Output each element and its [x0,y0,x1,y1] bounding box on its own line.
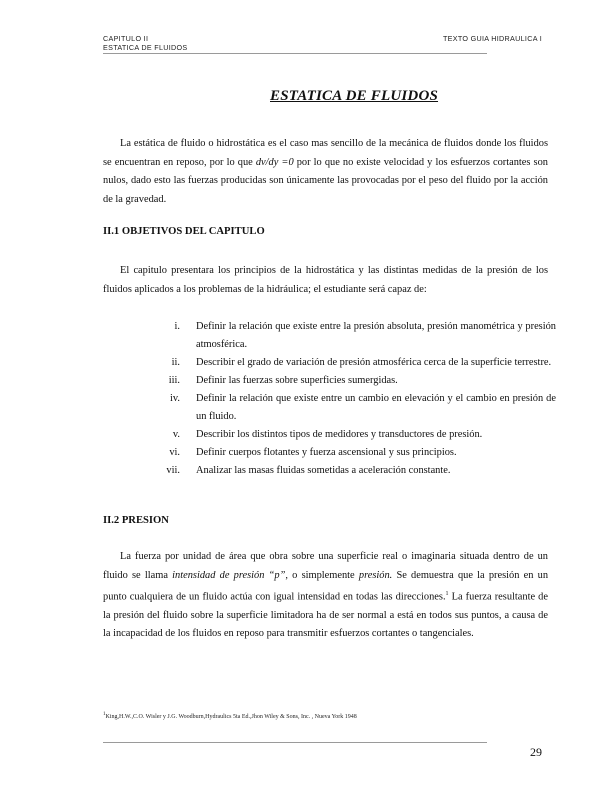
list-item-number: ii. [171,357,180,368]
list-item-text: Describir el grado de variación de presión atmosférica cerca de la superficie terrestre. [196,357,552,368]
header-section: ESTATICA DE FLUIDOS [103,43,188,52]
footer-rule [103,742,487,743]
pressure-text-c: Se demuestra que la presión en un punto cualquiera de un fluido actúa con igual intensidad en todas las direcciones. [103,569,549,603]
list-item-text: Describir los distintos tipos de medidores y transductores de presión. [196,429,483,440]
list-item-number: v. [172,429,180,440]
list-item-number: iv. [169,393,180,404]
page-title: ESTATICA DE FLUIDOS [270,88,439,104]
intro-text-a: La estática de fluido o hidrostática es el caso mas sencillo de la mecánica de fluidos donde los fluidos se encuentran en reposo, por lo que [103,138,548,168]
running-header-left [103,34,188,52]
list-item [150,318,556,354]
pressure-paragraph [103,548,548,644]
list-item-number: vii. [166,465,180,476]
list-item-number: i. [174,321,180,332]
list-item-text: Analizar las masas fluidas sometidas a aceleración constante. [196,465,451,476]
list-item [150,444,556,462]
footnote [103,712,357,720]
section-heading-objectives: II.1 OBJETIVOS DEL CAPITULO [103,226,265,237]
list-item-text: Definir las fuerzas sobre superficies sumergidas. [196,375,398,386]
pressure-text-a: La fuerza por unidad de área que obra sobre una superficie real o imaginaria situada dentro de un fluido se llama [103,551,548,581]
objectives-list [150,318,556,480]
objectives-intro-paragraph: El capitulo presentara los principios de la hidrostática y las distintas medidas de la presión de los fluidos aplicados a los problemas de la hidráulica; el estudiante será capaz de: [103,265,548,295]
list-item-text: Definir cuerpos flotantes y fuerza ascensional y sus principios. [196,447,457,458]
header-book-title: TEXTO GUIA HIDRAULICA I [442,34,542,43]
intro-paragraph [103,135,548,209]
list-item [150,462,556,480]
pressure-text-b: , o simplemente [285,569,359,581]
footnote-reference[interactable]: 1 [445,591,449,597]
list-item-text: Definir la relación que existe entre la presión absoluta, presión manométrica y presión atmosférica. [196,321,556,350]
list-item [150,372,556,390]
section-heading-pressure: II.2 PRESION [103,515,169,526]
footnote-mark: 1 [103,712,106,717]
list-item [150,426,556,444]
list-item-number: vi. [169,447,180,458]
header-rule [103,53,487,54]
header-chapter: CAPITULO II [103,34,149,43]
list-item-text: Definir la relación que existe entre un cambio en elevación y el cambio en presión de un fluido. [196,393,556,422]
intro-text-b: por lo que no existe velocidad y los esfuerzos cortantes son nulos, dado esto las fuerzas producidas son únicamente las provocadas por el peso del fluido por la acción de la gravedad. [103,156,548,205]
list-item [150,390,556,426]
term-pressure-intensity: intensidad de presión “p” [172,569,286,581]
footnote-text: King,H.W.,C.O. Wisler y J.G. Woodburn,Hydraulics 5ta Ed.,Jhon Wiley & Sons, Inc. , Nueva York 1948 [105,714,357,720]
list-item-number: iii. [168,375,180,386]
pressure-text-d: La fuerza resultante de la presión del fluido sobre la superficie limitadora ha de ser normal a está en todos sus puntos, a causa de la incapacidad de los fluidos en reposo para transmitir esfuerzos cortantes o tangenciales. [103,591,548,640]
list-item [150,354,556,372]
page-number: 29 [530,745,542,759]
velocity-gradient-formula: dv/dy =0 [255,156,294,168]
term-pressure: presión. [358,569,393,581]
